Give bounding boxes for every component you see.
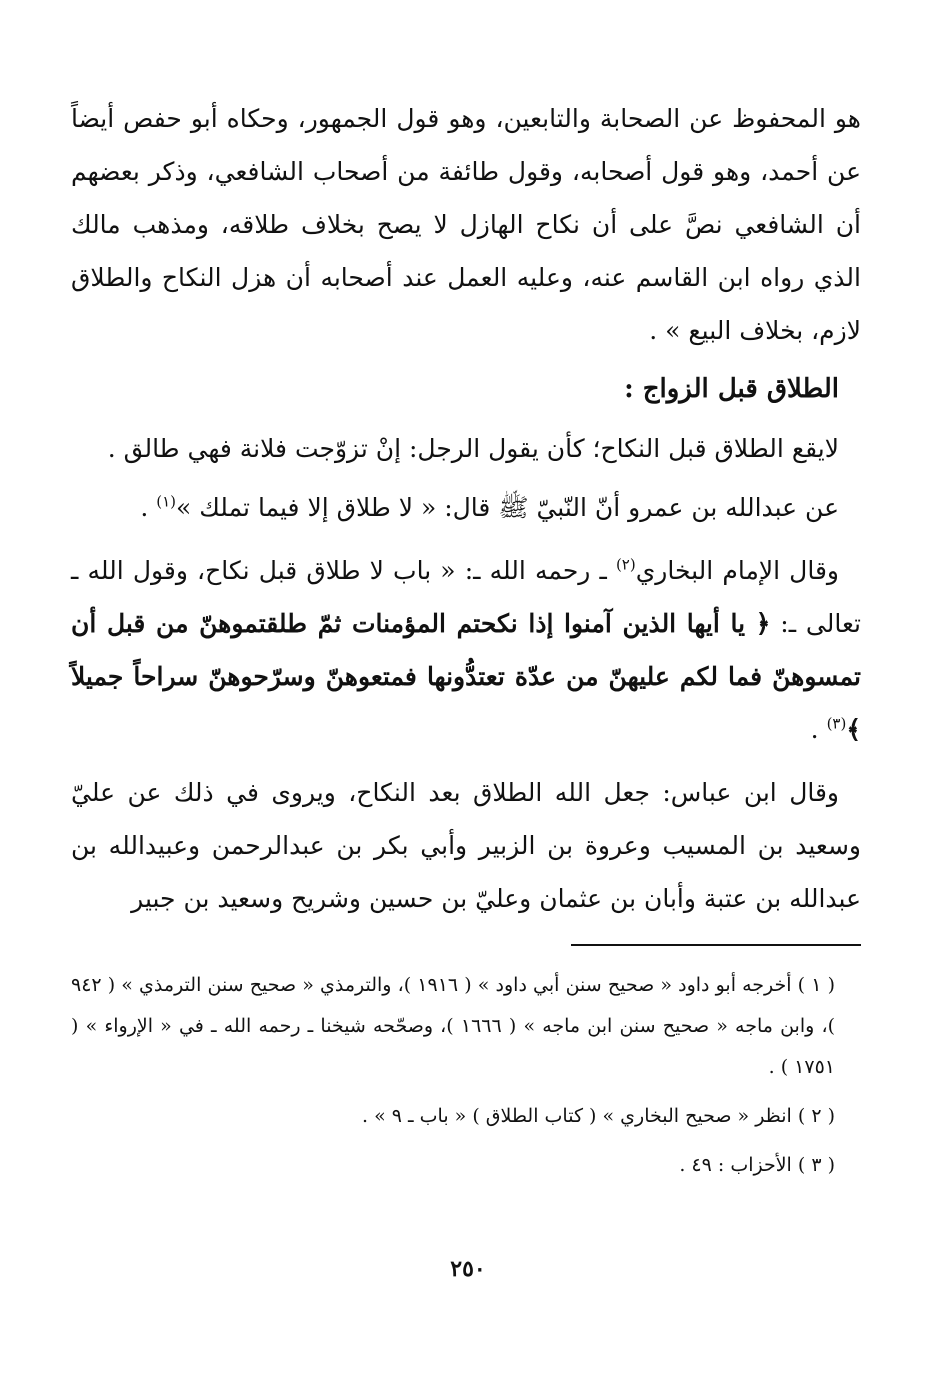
hadith-text: عن عبدالله بن عمرو أنّ النّبيّ ﷺ قال: « لا طلاق إلا فيما تملك »	[176, 493, 839, 522]
footnote-ref-1: (١)	[156, 492, 176, 511]
paragraph-continuation: هو المحفوظ عن الصحابة والتابعين، وهو قول الجمهور، وحكاه أبو حفص أيضاً عن أحمد، وهو قول أصحابه، وقول طائفة من أصحاب الشافعي، وذكر بعضهم أن الشافعي نصَّ على أن نكاح الهازل لا يصح بخلاف طلاقه، ومذهب مالك الذي رواه ابن القاسم عنه، وعليه العمل عند أصحابه أن هزل النكاح والطلاق لازم، بخلاف البيع » .	[71, 104, 861, 345]
footnote-divider	[571, 944, 861, 946]
footnote-ref-3: (٣)	[826, 714, 847, 733]
footnotes	[71, 965, 861, 1186]
footnote-2: ( ٢ ) انظر « صحيح البخاري » ( كتاب الطلاق ) « باب ـ ٩ » .	[362, 1105, 835, 1127]
section-heading: الطلاق قبل الزواج :	[624, 374, 839, 404]
quran-verse: ﴿ يا أيها الذين آمنوا إذا نكحتم المؤمنات ثمّ طلقتموهنّ من قبل أن تمسوهنّ فما لكم عليهنّ من عدّة تعتدُّونها فمتعوهنّ وسرّحوهنّ سراحاً جميلاً ﴾	[71, 609, 861, 744]
paragraph-hadith	[71, 481, 861, 534]
bukhari-intro: وقال الإمام البخاري	[635, 556, 839, 585]
bukhari-quote: ـ رحمه الله ـ: « باب لا طلاق قبل نكاح، وقول الله ـ تعالى ـ:	[71, 556, 862, 638]
paragraph-ibn-abbas: وقال ابن عباس: جعل الله الطلاق بعد النكاح، ويروى في ذلك عن عليّ وسعيد بن المسيب وعروة بن الزبير وأبي بكر بن عبدالرحمن وعبيدالله بن عبدالله بن عتبة وأبان بن عثمان وعليّ بن حسين وشريح وسعيد بن جبير	[71, 778, 862, 913]
footnote-1: ( ١ ) أخرجه أبو داود « صحيح سنن أبي داود » ( ١٩١٦ )، والترمذي « صحيح سنن الترمذي » ( ٩٤٢ )، وابن ماجه « صحيح سنن ابن ماجه » ( ١٦٦٦ )، وصحّحه شيخنا ـ رحمه الله ـ في « الإرواء » ( ١٧٥١ ) .	[71, 974, 836, 1078]
footnote-ref-2: (٢)	[615, 555, 636, 574]
main-text	[71, 92, 861, 925]
footnote-3: ( ٣ ) الأحزاب : ٤٩ .	[679, 1154, 835, 1176]
bukhari-end: .	[810, 715, 827, 744]
hadith-end: .	[140, 493, 157, 522]
page-number: ٢٥٠	[450, 1256, 486, 1282]
paragraph-ruling: لايقع الطلاق قبل النكاح؛ كأن يقول الرجل: إنْ تزوّجت فلانة فهي طالق .	[107, 434, 839, 463]
paragraph-bukhari	[71, 544, 861, 756]
